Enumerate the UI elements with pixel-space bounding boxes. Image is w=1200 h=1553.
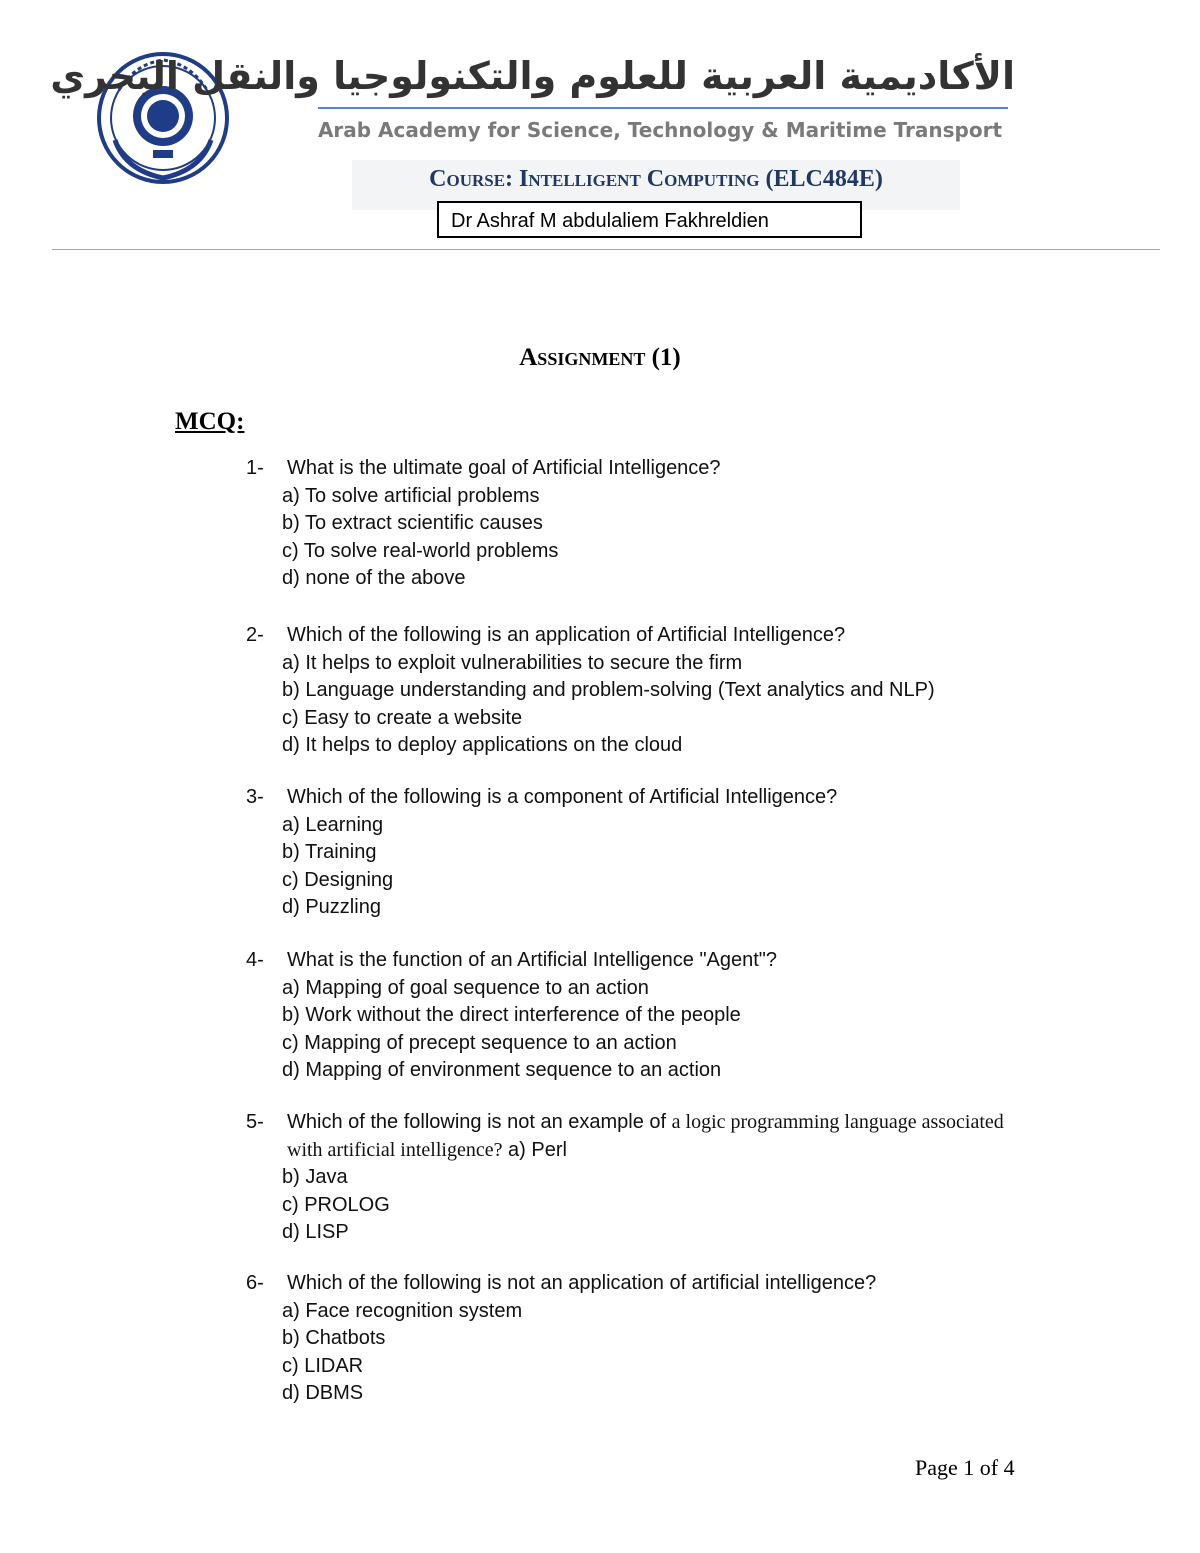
option-a: a) It helps to exploit vulnerabilities to secure the firm [282, 651, 743, 674]
option-d: d) Puzzling [282, 896, 381, 919]
question-number: 5- [246, 1111, 264, 1133]
question-text: What is the ultimate goal of Artificial Intelligence? [287, 457, 721, 479]
question-2 [246, 622, 935, 760]
option-d: d) DBMS [282, 1382, 364, 1405]
option-b: b) Language understanding and problem-solving (Text analytics and NLP) [282, 679, 935, 702]
institution-english-name: Arab Academy for Science, Technology & Maritime Transport [317, 118, 1003, 142]
page-number: Page 1 of 4 [915, 1455, 1015, 1480]
question-text: Which of the following is not an example of [287, 1111, 672, 1133]
option-b: b) Work without the direct interference of the people [282, 1004, 741, 1027]
option-d: d) LISP [282, 1221, 349, 1244]
question-4 [246, 947, 777, 1085]
option-a: a) Face recognition system [282, 1299, 523, 1322]
assignment-title: Assignment (1) [519, 344, 681, 371]
question-text: Which of the following is a component of Artificial Intelligence? [287, 786, 838, 808]
option-c: c) Easy to create a website [282, 706, 523, 729]
option-c: c) Mapping of precept sequence to an action [282, 1031, 677, 1054]
section-heading: MCQ: [175, 408, 245, 435]
question-number: 4- [246, 949, 264, 971]
question-5 [246, 1109, 1004, 1247]
option-c: c) To solve real-world problems [282, 539, 559, 562]
option-a: a) Perl [502, 1138, 567, 1161]
question-text-serif: a logic programming language associated [671, 1111, 1004, 1133]
question-1 [246, 455, 721, 593]
question-number: 3- [246, 786, 264, 808]
question-3 [246, 784, 837, 922]
option-d: d) Mapping of environment sequence to an action [282, 1059, 722, 1082]
title-underline [318, 107, 1008, 109]
option-c: c) PROLOG [282, 1193, 390, 1216]
question-text: What is the function of an Artificial Intelligence "Agent"? [287, 949, 778, 971]
option-b: b) Training [282, 841, 377, 864]
question-text: Which of the following is not an application of artificial intelligence? [287, 1272, 877, 1294]
option-a: a) Mapping of goal sequence to an action [282, 976, 649, 999]
question-text-serif: with artificial intelligence? [287, 1138, 503, 1161]
option-c: c) LIDAR [282, 1354, 364, 1377]
header-divider [52, 249, 1160, 250]
option-c: c) Designing [282, 868, 394, 891]
question-6 [246, 1270, 876, 1408]
course-title: Course: Intelligent Computing (ELC484E) [429, 166, 883, 192]
option-b: b) Chatbots [282, 1327, 386, 1350]
question-text: Which of the following is an application of Artificial Intelligence? [287, 624, 846, 646]
institution-arabic-name: الأكاديمية العربية للعلوم والتكنولوجيا والنقل البحري [50, 54, 1015, 98]
option-d: d) It helps to deploy applications on the cloud [282, 734, 683, 757]
question-number: 6- [246, 1272, 264, 1294]
question-number: 2- [246, 624, 264, 646]
option-b: b) Java [282, 1166, 348, 1189]
question-number: 1- [246, 457, 264, 479]
option-d: d) none of the above [282, 567, 466, 590]
option-a: a) Learning [282, 813, 384, 836]
option-b: b) To extract scientific causes [282, 512, 543, 535]
instructor-name-box: Dr Ashraf M abdulaliem Fakhreldien [437, 201, 862, 238]
option-a: a) To solve artificial problems [282, 484, 540, 507]
